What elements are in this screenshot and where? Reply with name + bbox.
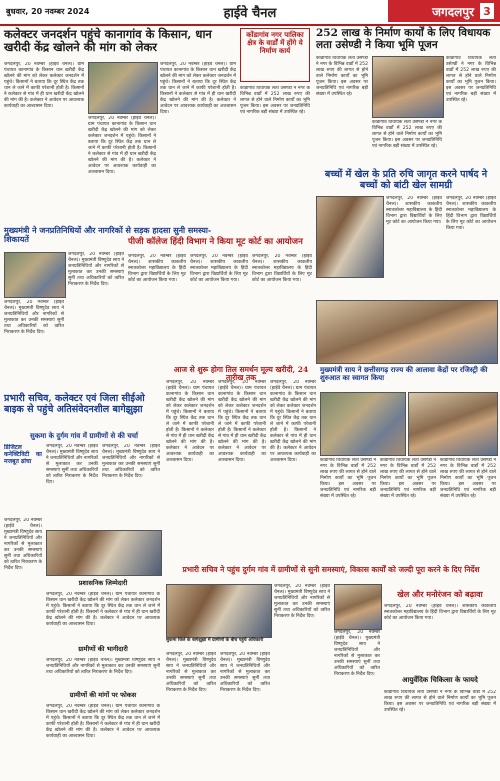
secretary-caption: सुकमा जिले के बागेझुझा में ग्रामीणों के बीच पहुंचे अधिकारी bbox=[166, 638, 264, 643]
moot-body-1: जगदलपुर, 20 नवम्बर (हाईवे चैनल)। शासकीय काकतीय स्नातकोत्तर महाविद्यालय के हिंदी विभाग द्वारा विद्यार्थियों के लिए मूट कोर्ट का आयोजन किया गया। bbox=[128, 254, 186, 283]
secretary-photo-2 bbox=[334, 584, 382, 630]
city-name: जगदलपुर bbox=[432, 4, 474, 19]
registry-photo-2 bbox=[408, 392, 498, 456]
secretary-photo bbox=[166, 584, 272, 638]
lead-body-col2: जगदलपुर, 20 नवम्बर (हाईवे चैनल)। ग्राम पंचायत कानागांव के किसान धान खरीदी केंद्र खोलने की मांग को लेकर कलेक्टर जनदर्शन में पहुंचे। किसानों ने बताया कि दूर स्थित केंद्र तक धान ले जाने में काफी परेशानी होती है। किसानों ने कलेक्टर से गांव में ही धान खरीदी केंद्र खोलने की मांग की है। कलेक्टर ने आवेदन पर आवश्यक कार्यवाही का आश्वासन दिया। bbox=[88, 116, 156, 175]
sports-fun-body: जगदलपुर, 20 नवम्बर (हाईवे चैनल)। शासकीय काकतीय स्नातकोत्तर महाविद्यालय के हिंदी विभाग द्वारा विद्यार्थियों के लिए मूट कोर्ट का आयोजन किया गया। bbox=[384, 604, 496, 621]
side-box-title: डिजिटल कनेक्टिविटी का मजबूत ढांचा bbox=[4, 444, 42, 465]
ayurveda-body: कोंडागांव विधायक लता उसेण्डी ने नगर के विभिन्न वार्डों में 252 लाख रुपए की लागत से होने वाले निर्माण कार्यों का भूमि पूजन किया। इस अवसर पर जनप्रतिनिधि एवं नागरिक बड़ी संख्या में उपस्थित रहे। bbox=[384, 690, 496, 713]
ward-box bbox=[240, 28, 310, 82]
lead-body-col1: जगदलपुर, 20 नवम्बर (हाईवे चैनल)। ग्राम पंचायत कानागांव के किसान धान खरीदी केंद्र खोलने की मांग को लेकर कलेक्टर जनदर्शन में पहुंचे। किसानों ने बताया कि दूर स्थित केंद्र तक धान ले जाने में काफी परेशानी होती है। किसानों ने कलेक्टर से गांव में ही धान खरीदी केंद्र खोलने की मांग की है। कलेक्टर ने आवेदन पर आवश्यक कार्यवाही का आश्वासन दिया। bbox=[4, 62, 84, 109]
registry-body-1: कोंडागांव विधायक लता उसेण्डी ने नगर के विभिन्न वार्डों में 252 लाख रुपए की लागत से होने वाले निर्माण कार्यों का भूमि पूजन किया। इस अवसर पर जनप्रतिनिधि एवं नागरिक बड़ी संख्या में उपस्थित रहे। bbox=[320, 458, 376, 499]
ward-headline: कोंडागांव नगर पालिका क्षेत्र के वार्डों में होंगे ये निर्माण कार्य bbox=[246, 30, 304, 55]
sports-body-2: जगदलपुर, 20 नवम्बर (हाईवे चैनल)। शासकीय काकतीय स्नातकोत्तर महाविद्यालय के हिंदी विभाग द्वारा विद्यार्थियों के लिए मूट कोर्ट का आयोजन किया गया। bbox=[446, 196, 496, 231]
sports-kit-headline: बच्चों में खेल के प्रति रुचि जागृत करने पार्षद ने बच्चों को बांटी खेल सामग्री bbox=[324, 169, 488, 191]
bhoomi-body-3: कोंडागांव विधायक लता उसेण्डी ने नगर के विभिन्न वार्डों में 252 लाख रुपए की लागत से होने वाले निर्माण कार्यों का भूमि पूजन किया। इस अवसर पर जनप्रतिनिधि एवं नागरिक बड़ी संख्या में उपस्थित रहे। bbox=[446, 56, 496, 103]
page-number: 3 bbox=[480, 3, 494, 19]
bhoomi-body-1: कोंडागांव विधायक लता उसेण्डी ने नगर के विभिन्न वार्डों में 252 लाख रुपए की लागत से होने वाले निर्माण कार्यों का भूमि पूजन किया। इस अवसर पर जनप्रतिनिधि एवं नागरिक बड़ी संख्या में उपस्थित रहे। bbox=[316, 56, 368, 97]
mootcourt-headline: पीजी कॉलेज हिंदी विभाग ने किया मूट कोर्ट का आयोजन bbox=[128, 237, 303, 247]
cm-body-2: जगदलपुर, 20 नवम्बर (हाईवे चैनल)। मुख्यमंत्री विष्णुदेव साय ने जनप्रतिनिधियों और नागरिकों से मुलाकात कर उनकी समस्याएं सुनीं तथा अधिकारियों को त्वरित निराकरण के निर्देश दिए। bbox=[68, 252, 124, 287]
kids-photo bbox=[316, 196, 384, 278]
side-text-4: जगदलपुर, 20 नवम्बर (हाईवे चैनल)। ग्राम पंचायत कानागांव के किसान धान खरीदी केंद्र खोलने की मांग को लेकर कलेक्टर जनदर्शन में पहुंचे। किसानों ने बताया कि दूर स्थित केंद्र तक धान ले जाने में काफी परेशानी होती है। किसानों ने कलेक्टर से गांव में ही धान खरीदी केंद्र खोलने की मांग की है। कलेक्टर ने आवेदन पर आवश्यक कार्यवाही का आश्वासन दिया। bbox=[46, 704, 160, 739]
secretary-body-2: जगदलपुर, 20 नवम्बर (हाईवे चैनल)। मुख्यमंत्री विष्णुदेव साय ने जनप्रतिनिधियों और नागरिकों से मुलाकात कर उनकी समस्याएं सुनीं तथा अधिकारियों को त्वरित निराकरण के निर्देश दिए। bbox=[220, 652, 270, 693]
issue-date: बुधवार, 20 नवम्बर 2024 bbox=[6, 7, 90, 16]
section-title: हाईवे चैनल bbox=[223, 6, 277, 21]
masthead bbox=[0, 0, 500, 26]
bike-body-2: जगदलपुर, 20 नवम्बर (हाईवे चैनल)। मुख्यमंत्री विष्णुदेव साय ने जनप्रतिनिधियों और नागरिकों से मुलाकात कर उनकी समस्याएं सुनीं तथा अधिकारियों को त्वरित निराकरण के निर्देश दिए। bbox=[102, 444, 160, 479]
bhoomi-pujan-headline: 252 लाख के निर्माण कार्यों के लिए विधायक लता उसेण्डी ने किया भूमि पूजन bbox=[316, 27, 491, 51]
sports-body-1: जगदलपुर, 20 नवम्बर (हाईवे चैनल)। शासकीय काकतीय स्नातकोत्तर महाविद्यालय के हिंदी विभाग द्वारा विद्यार्थियों के लिए मूट कोर्ट का आयोजन किया गया। bbox=[386, 196, 442, 225]
registry-body-2: कोंडागांव विधायक लता उसेण्डी ने नगर के विभिन्न वार्डों में 252 लाख रुपए की लागत से होने वाले निर्माण कार्यों का भूमि पूजन किया। इस अवसर पर जनप्रतिनिधि एवं नागरिक बड़ी संख्या में उपस्थित रहे। bbox=[380, 458, 436, 499]
side-heading-3: ग्रामीणों की भागीदारी bbox=[78, 645, 128, 653]
side-heading-4: ग्रामीणों की मांगों पर फोकस bbox=[69, 691, 137, 699]
cm-headline: मुख्यमंत्री ने जनप्रतिनिधियों और नागरिकों से सड़क हादसा सुनी समस्या-शिकायतें bbox=[4, 225, 212, 244]
til-headline: आज से शुरू होगा तिल समर्थन मूल्य खरीदी, 24 तारीख तक bbox=[173, 365, 309, 383]
moot-body-3: जगदलपुर, 20 नवम्बर (हाईवे चैनल)। शासकीय काकतीय स्नातकोत्तर महाविद्यालय के हिंदी विभाग द्वारा विद्यार्थियों के लिए मूट कोर्ट का आयोजन किया गया। bbox=[252, 254, 312, 283]
registry-body-3: कोंडागांव विधायक लता उसेण्डी ने नगर के विभिन्न वार्डों में 252 लाख रुपए की लागत से होने वाले निर्माण कार्यों का भूमि पूजन किया। इस अवसर पर जनप्रतिनिधि एवं नागरिक बड़ी संख्या में उपस्थित रहे। bbox=[440, 458, 496, 499]
side-text-3: जगदलपुर, 20 नवम्बर (हाईवे चैनल)। मुख्यमंत्री विष्णुदेव साय ने जनप्रतिनिधियों और नागरिकों से मुलाकात कर उनकी समस्याएं सुनीं तथा अधिकारियों को त्वरित निराकरण के निर्देश दिए। bbox=[46, 658, 160, 675]
registry-headline: मुख्यमंत्री साय ने छत्तीसगढ़ राज्य की आलावा केंद्रों पर रजिस्ट्री की शुरुआत का स्वागत किया bbox=[320, 365, 488, 382]
side-box bbox=[4, 444, 42, 514]
lead-photo bbox=[88, 62, 158, 114]
secretary-headline: प्रभारी सचिव ने पहुंच दुर्गम गांव में ग्रामीणों से सुनी समस्याएं, विकास कार्यों को जल्दी पूरा करने के दिए निर्देश bbox=[182, 565, 480, 574]
secretary-body-4: जगदलपुर, 20 नवम्बर (हाईवे चैनल)। मुख्यमंत्री विष्णुदेव साय ने जनप्रतिनिधियों और नागरिकों से मुलाकात कर उनकी समस्याएं सुनीं तथा अधिकारियों को त्वरित निराकरण के निर्देश दिए। bbox=[334, 630, 380, 677]
moot-body-2: जगदलपुर, 20 नवम्बर (हाईवे चैनल)। शासकीय काकतीय स्नातकोत्तर महाविद्यालय के हिंदी विभाग द्वारा विद्यार्थियों के लिए मूट कोर्ट का आयोजन किया गया। bbox=[190, 254, 248, 283]
secretary-body-3: जगदलपुर, 20 नवम्बर (हाईवे चैनल)। मुख्यमंत्री विष्णुदेव साय ने जनप्रतिनिधियों और नागरिकों से मुलाकात कर उनकी समस्याएं सुनीं तथा अधिकारियों को त्वरित निराकरण के निर्देश दिए। bbox=[274, 584, 330, 619]
bike-visit-headline: प्रभारी सचिव, कलेक्टर एवं जिला सीईओ बाइक से पहुंचे अतिसंवेदनशील बागेझुझा bbox=[4, 393, 145, 415]
city-tab bbox=[388, 0, 500, 22]
lead-body-col3: जगदलपुर, 20 नवम्बर (हाईवे चैनल)। ग्राम पंचायत कानागांव के किसान धान खरीदी केंद्र खोलने की मांग को लेकर कलेक्टर जनदर्शन में पहुंचे। किसानों ने बताया कि दूर स्थित केंद्र तक धान ले जाने में काफी परेशानी होती है। किसानों ने कलेक्टर से गांव में ही धान खरीदी केंद्र खोलने की मांग की है। कलेक्टर ने आवेदन पर आवश्यक कार्यवाही का आश्वासन दिया। bbox=[160, 62, 236, 115]
bike-body-1: जगदलपुर, 20 नवम्बर (हाईवे चैनल)। मुख्यमंत्री विष्णुदेव साय ने जनप्रतिनिधियों और नागरिकों से मुलाकात कर उनकी समस्याएं सुनीं तथा अधिकारियों को त्वरित निराकरण के निर्देश दिए। bbox=[46, 444, 98, 485]
til-body-1: जगदलपुर, 20 नवम्बर (हाईवे चैनल)। ग्राम पंचायत कानागांव के किसान धान खरीदी केंद्र खोलने की मांग को लेकर कलेक्टर जनदर्शन में पहुंचे। किसानों ने बताया कि दूर स्थित केंद्र तक धान ले जाने में काफी परेशानी होती है। किसानों ने कलेक्टर से गांव में ही धान खरीदी केंद्र खोलने की मांग की है। कलेक्टर ने आवेदन पर आवश्यक कार्यवाही का आश्वासन दिया। bbox=[166, 380, 214, 463]
ayurveda-headline: आयुर्वेदिक चिकित्सा के फायदे bbox=[402, 675, 478, 684]
til-body-3: जगदलपुर, 20 नवम्बर (हाईवे चैनल)। ग्राम पंचायत कानागांव के किसान धान खरीदी केंद्र खोलने की मांग को लेकर कलेक्टर जनदर्शन में पहुंचे। किसानों ने बताया कि दूर स्थित केंद्र तक धान ले जाने में काफी परेशानी होती है। किसानों ने कलेक्टर से गांव में ही धान खरीदी केंद्र खोलने की मांग की है। कलेक्टर ने आवेदन पर आवश्यक कार्यवाही का आश्वासन दिया। bbox=[270, 380, 316, 463]
sports-fun-headline: खेल और मनोरंजन को बढ़ावा bbox=[397, 589, 483, 599]
side-text-2: जगदलपुर, 20 नवम्बर (हाईवे चैनल)। ग्राम पंचायत कानागांव के किसान धान खरीदी केंद्र खोलने की मांग को लेकर कलेक्टर जनदर्शन में पहुंचे। किसानों ने बताया कि दूर स्थित केंद्र तक धान ले जाने में काफी परेशानी होती है। किसानों ने कलेक्टर से गांव में ही धान खरीदी केंद्र खोलने की मांग की है। कलेक्टर ने आवेदन पर आवश्यक कार्यवाही का आश्वासन दिया। bbox=[46, 592, 160, 627]
registry-photo-1 bbox=[320, 392, 406, 456]
bhoomi-body-2: कोंडागांव विधायक लता उसेण्डी ने नगर के विभिन्न वार्डों में 252 लाख रुपए की लागत से होने वाले निर्माण कार्यों का भूमि पूजन किया। इस अवसर पर जनप्रतिनिधि एवं नागरिक बड़ी संख्या में उपस्थित रहे। bbox=[372, 120, 442, 149]
side-heading-2: प्रशासनिक जिम्मेदारी bbox=[78, 579, 128, 587]
bike-visit-subhead: सुकमा के दुर्गम गांव में ग्रामीणों से की चर्चा bbox=[30, 432, 138, 440]
kids-sports-photo bbox=[316, 300, 498, 364]
cm-photo bbox=[4, 252, 66, 298]
lead-headline: कलेक्टर जनदर्शन पहुंचे कानागांव के किसान, धान खरीदी केंद्र खोलने की मांग को लेकर bbox=[4, 27, 212, 54]
til-body-2: जगदलपुर, 20 नवम्बर (हाईवे चैनल)। ग्राम पंचायत कानागांव के किसान धान खरीदी केंद्र खोलने की मांग को लेकर कलेक्टर जनदर्शन में पहुंचे। किसानों ने बताया कि दूर स्थित केंद्र तक धान ले जाने में काफी परेशानी होती है। किसानों ने कलेक्टर से गांव में ही धान खरीदी केंद्र खोलने की मांग की है। कलेक्टर ने आवेदन पर आवश्यक कार्यवाही का आश्वासन दिया। bbox=[218, 380, 266, 463]
bike-body-side: जगदलपुर, 20 नवम्बर (हाईवे चैनल)। मुख्यमंत्री विष्णुदेव साय ने जनप्रतिनिधियों और नागरिकों से मुलाकात कर उनकी समस्याएं सुनीं तथा अधिकारियों को त्वरित निराकरण के निर्देश दिए। bbox=[4, 518, 42, 571]
bike-photo bbox=[46, 530, 162, 576]
cm-body-1: जगदलपुर, 20 नवम्बर (हाईवे चैनल)। मुख्यमंत्री विष्णुदेव साय ने जनप्रतिनिधियों और नागरिकों से मुलाकात कर उनकी समस्याएं सुनीं तथा अधिकारियों को त्वरित निराकरण के निर्देश दिए। bbox=[4, 300, 64, 335]
bhoomi-photo bbox=[372, 56, 444, 118]
secretary-body-1: जगदलपुर, 20 नवम्बर (हाईवे चैनल)। मुख्यमंत्री विष्णुदेव साय ने जनप्रतिनिधियों और नागरिकों से मुलाकात कर उनकी समस्याएं सुनीं तथा अधिकारियों को त्वरित निराकरण के निर्देश दिए। bbox=[166, 652, 216, 693]
ward-body: कोंडागांव विधायक लता उसेण्डी ने नगर के विभिन्न वार्डों में 252 लाख रुपए की लागत से होने वाले निर्माण कार्यों का भूमि पूजन किया। इस अवसर पर जनप्रतिनिधि एवं नागरिक बड़ी संख्या में उपस्थित रहे। bbox=[240, 86, 310, 115]
